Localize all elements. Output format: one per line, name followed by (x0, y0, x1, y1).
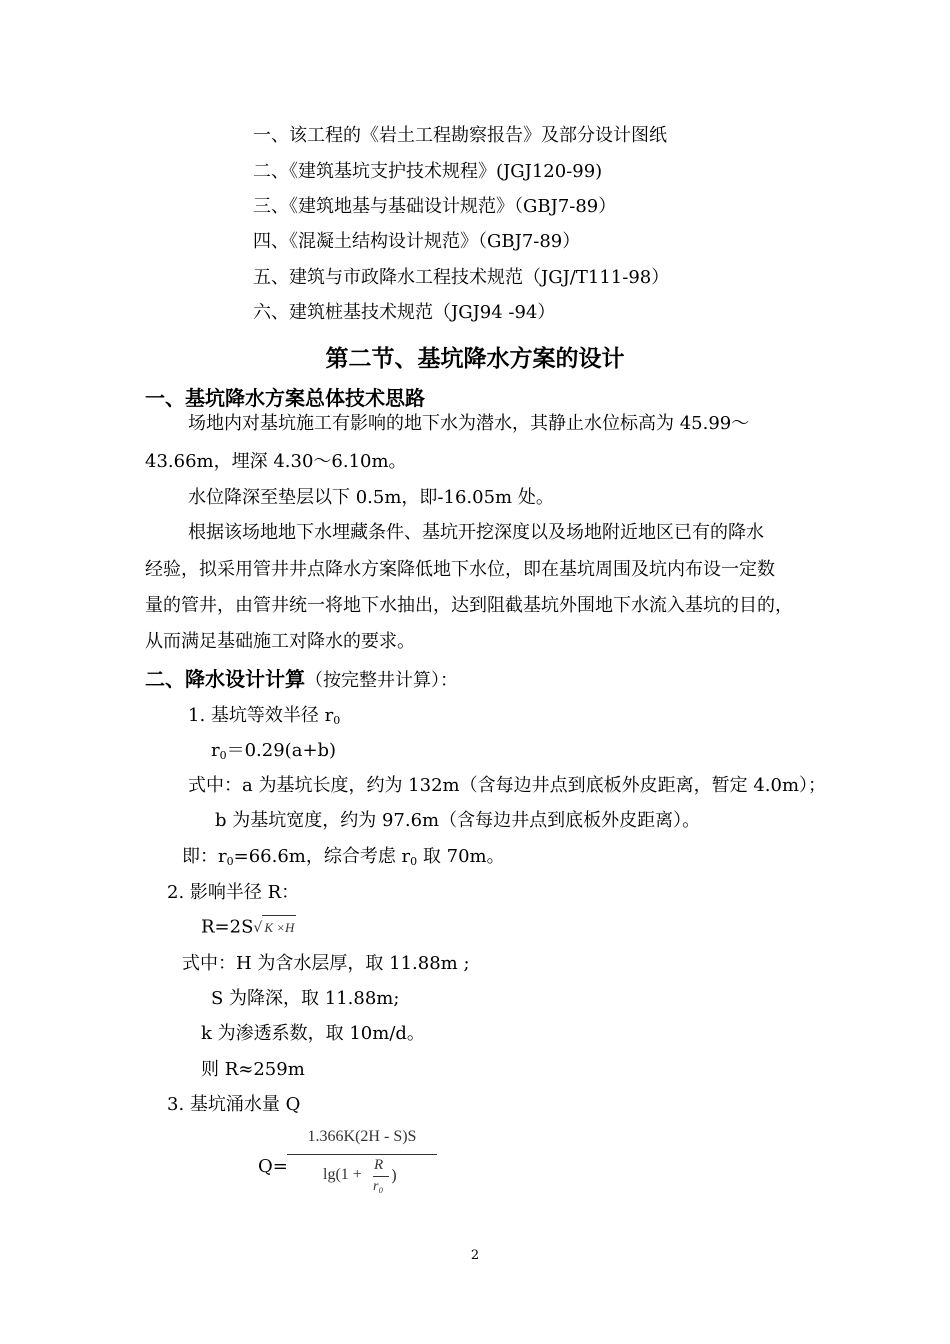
denominator-R: R (374, 1157, 384, 1173)
item1-formula-r: r (211, 740, 220, 761)
item2-note-s: S 为降深，取 11.88m; (211, 988, 400, 1009)
item2-note-h: 式中：H 为含水层厚，取 11.88m ; (182, 953, 470, 974)
part2-heading-text: 二、降水设计计算 (145, 667, 305, 691)
item1-title-text: 1. 基坑等效半径 r (188, 705, 334, 726)
reference-item-6: 六、建筑桩基技术规范（JGJ94 -94） (253, 302, 556, 323)
item3-lhs: Q= (258, 1156, 288, 1177)
part1-paragraph1-line1: 场地内对基坑施工有影响的地下水为潜水，其静止水位标高为 45.99～ (188, 413, 750, 434)
reference-item-4: 四、《混凝土结构设计规范》（GBJ7-89） (253, 231, 581, 252)
part1-heading: 一、基坑降水方案总体技术思路 (145, 386, 425, 410)
part1-paragraph1-line2: 43.66m，埋深 4.30～6.10m。 (145, 451, 407, 472)
part1-paragraph3-line2: 经验，拟采用管井井点降水方案降低地下水位，即在基坑周围及坑内布设一定数 (145, 559, 775, 580)
fraction-bar (287, 1154, 437, 1155)
item1-title (188, 704, 340, 733)
radicand: K ×H (262, 915, 296, 940)
reference-item-5: 五、建筑与市政降水工程技术规范（JGJ/T111-98） (253, 267, 670, 288)
radical-sign-icon: √ (253, 919, 263, 936)
item2-formula (201, 915, 296, 940)
item1-result-subscript-2: 0 (410, 855, 418, 868)
reference-item-1: 一、该工程的《岩土工程勘察报告》及部分设计图纸 (253, 125, 667, 146)
item1-result-prefix: 即：r (182, 846, 227, 867)
item1-result-suffix: 取 70m。 (417, 846, 505, 867)
denominator-close: ) (391, 1166, 398, 1185)
item1-formula-rhs: ＝0.29(a+b) (226, 740, 337, 761)
item2-formula-prefix: R=2S (201, 916, 254, 938)
part1-paragraph3-line4: 从而满足基础施工对降水的要求。 (145, 631, 415, 652)
item3-numerator: 1.366K(2H - S)S (307, 1128, 417, 1145)
item2-result: 则 R≈259m (201, 1059, 305, 1080)
item1-title-subscript: 0 (333, 714, 341, 727)
item1-result (182, 845, 505, 874)
item1-note-b: b 为基坑宽度，约为 97.6m（含每边井点到底板外皮距离）。 (215, 810, 701, 831)
reference-item-2: 二、《建筑基坑支护技术规程》(JGJ120-99) (253, 161, 603, 182)
denominator-lg: lg(1 + (323, 1166, 362, 1183)
part1-paragraph3-line1: 根据该场地地下水埋藏条件、基坑开挖深度以及场地附近地区已有的降水 (188, 522, 764, 543)
item3-title: 3. 基坑涌水量 Q (167, 1094, 301, 1115)
section-title: 第二节、基坑降水方案的设计 (325, 346, 625, 372)
item1-formula-subscript: 0 (219, 749, 227, 762)
part2-heading (145, 665, 458, 695)
square-root (253, 915, 296, 940)
item2-note-k: k 为渗透系数，取 10m/d。 (201, 1023, 425, 1044)
item1-result-middle: =66.6m，综合考虑 r (233, 846, 411, 867)
inner-fraction-bar (373, 1176, 389, 1177)
page-number: 2 (470, 1248, 480, 1263)
item1-note-a: 式中：a 为基坑长度，约为 132m（含每边井点到底板外皮距离，暂定 4.0m）； (188, 775, 827, 796)
part1-paragraph2: 水位降深至垫层以下 0.5m，即-16.05m 处。 (188, 487, 554, 508)
part1-paragraph3-line3: 量的管井，由管井统一将地下水抽出，达到阻截基坑外围地下水流入基坑的目的， (145, 595, 793, 616)
item1-formula (211, 739, 336, 768)
item1-result-subscript-1: 0 (226, 855, 234, 868)
reference-item-3: 三、《建筑地基与基础设计规范》（GBJ7-89） (253, 196, 617, 217)
denominator-r0: r₀ (373, 1179, 384, 1194)
item2-title: 2. 影响半径 R： (167, 882, 300, 903)
part2-heading-note: （按完整井计算）： (305, 670, 458, 691)
